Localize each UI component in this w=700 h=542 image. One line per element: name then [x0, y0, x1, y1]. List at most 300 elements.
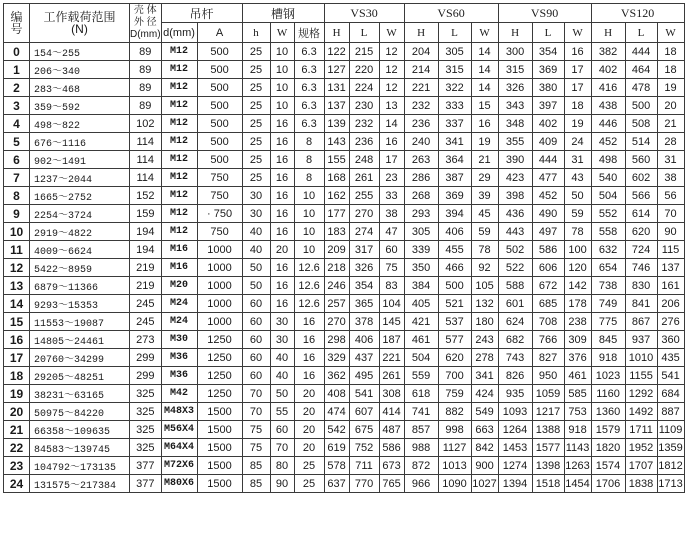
cell-channel-w: 50	[270, 385, 294, 403]
cell-number: 3	[4, 97, 30, 115]
cell-load-range: 4009～6624	[30, 241, 130, 259]
header-number: 编 号	[4, 4, 30, 43]
cell-vs30-h: 408	[324, 385, 349, 403]
cell-rod-d: M42	[161, 385, 197, 403]
cell-rod-d: M16	[161, 259, 197, 277]
cell-load-range: 2254～3724	[30, 205, 130, 223]
cell-vs60-h: 268	[404, 187, 438, 205]
cell-vs60-l: 577	[438, 331, 471, 349]
cell-vs30-w: 83	[379, 277, 404, 295]
cell-vs120-h: 446	[591, 115, 625, 133]
cell-vs90-h: 326	[498, 79, 532, 97]
cell-channel-spec: 16	[294, 367, 324, 385]
cell-vs120-l: 508	[625, 115, 657, 133]
cell-vs60-l: 882	[438, 403, 471, 421]
cell-vs90-h: 315	[498, 61, 532, 79]
cell-rod-a: 500	[197, 79, 242, 97]
cell-vs120-w: 56	[657, 187, 684, 205]
cell-vs30-w: 17	[379, 151, 404, 169]
cell-vs60-w: 842	[471, 439, 498, 457]
cell-channel-spec: 16	[294, 313, 324, 331]
cell-vs60-w: 19	[471, 133, 498, 151]
cell-vs60-w: 16	[471, 115, 498, 133]
cell-vs120-w: 28	[657, 133, 684, 151]
cell-vs30-h: 542	[324, 421, 349, 439]
cell-vs120-h: 918	[591, 349, 625, 367]
cell-number: 8	[4, 187, 30, 205]
cell-vs30-l: 495	[349, 367, 379, 385]
cell-vs30-h: 168	[324, 169, 349, 187]
cell-number: 14	[4, 295, 30, 313]
cell-vs90-w: 59	[564, 205, 591, 223]
cell-vs120-l: 746	[625, 259, 657, 277]
table-row	[4, 367, 685, 385]
cell-vs120-l: 1010	[625, 349, 657, 367]
cell-vs30-l: 255	[349, 187, 379, 205]
cell-rod-d: M12	[161, 151, 197, 169]
cell-vs90-h: 390	[498, 151, 532, 169]
cell-channel-spec: 16	[294, 349, 324, 367]
cell-vs90-w: 918	[564, 421, 591, 439]
table-row	[4, 61, 685, 79]
cell-vs90-l: 354	[532, 43, 564, 61]
cell-vs60-h: 559	[404, 367, 438, 385]
cell-vs90-h: 522	[498, 259, 532, 277]
cell-vs90-h: 1264	[498, 421, 532, 439]
cell-vs30-h: 122	[324, 43, 349, 61]
cell-vs90-w: 78	[564, 223, 591, 241]
cell-rod-d: M12	[161, 97, 197, 115]
cell-channel-h: 25	[242, 43, 270, 61]
cell-rod-d: M12	[161, 133, 197, 151]
cell-vs60-l: 1090	[438, 475, 471, 493]
cell-channel-w: 16	[270, 169, 294, 187]
cell-vs30-h: 637	[324, 475, 349, 493]
cell-vs30-h: 183	[324, 223, 349, 241]
cell-vs90-w: 17	[564, 79, 591, 97]
cell-load-range: 11553～19087	[30, 313, 130, 331]
table-row	[4, 151, 685, 169]
cell-number: 22	[4, 439, 30, 457]
cell-vs30-l: 224	[349, 79, 379, 97]
cell-vs60-w: 29	[471, 169, 498, 187]
cell-vs30-w: 33	[379, 187, 404, 205]
cell-rod-d: M30	[161, 331, 197, 349]
cell-shell-diameter: 89	[130, 97, 162, 115]
cell-channel-h: 25	[242, 61, 270, 79]
cell-channel-spec: 6.3	[294, 115, 324, 133]
cell-vs60-l: 1127	[438, 439, 471, 457]
table-row	[4, 205, 685, 223]
cell-channel-h: 25	[242, 169, 270, 187]
cell-shell-diameter: 299	[130, 349, 162, 367]
header-vs90-l: L	[532, 23, 564, 43]
cell-channel-h: 25	[242, 79, 270, 97]
cell-vs30-h: 298	[324, 331, 349, 349]
cell-vs60-w: 1027	[471, 475, 498, 493]
cell-rod-a: 500	[197, 61, 242, 79]
cell-vs60-w: 45	[471, 205, 498, 223]
cell-vs30-h: 362	[324, 367, 349, 385]
cell-vs120-l: 1492	[625, 403, 657, 421]
header-channel-w: W	[270, 23, 294, 43]
cell-rod-a: 500	[197, 43, 242, 61]
cell-vs60-w: 78	[471, 241, 498, 259]
cell-vs60-h: 405	[404, 295, 438, 313]
cell-channel-h: 25	[242, 151, 270, 169]
header-vs60-l: L	[438, 23, 471, 43]
header-rod-a: A	[197, 23, 242, 43]
cell-vs60-h: 857	[404, 421, 438, 439]
cell-rod-d: M36	[161, 349, 197, 367]
cell-vs120-h: 1706	[591, 475, 625, 493]
cell-vs120-w: 70	[657, 205, 684, 223]
cell-vs30-w: 765	[379, 475, 404, 493]
cell-vs90-h: 398	[498, 187, 532, 205]
table-row	[4, 79, 685, 97]
cell-vs90-w: 18	[564, 97, 591, 115]
cell-vs120-h: 1360	[591, 403, 625, 421]
cell-channel-spec: 25	[294, 475, 324, 493]
cell-channel-w: 10	[270, 97, 294, 115]
table-row	[4, 187, 685, 205]
header-rod-d: d(mm)	[161, 23, 197, 43]
cell-vs30-l: 236	[349, 133, 379, 151]
cell-channel-w: 30	[270, 313, 294, 331]
cell-load-range: 38231～63165	[30, 385, 130, 403]
cell-channel-w: 16	[270, 277, 294, 295]
cell-channel-h: 60	[242, 331, 270, 349]
cell-vs60-l: 700	[438, 367, 471, 385]
cell-vs30-h: 127	[324, 61, 349, 79]
cell-vs30-h: 578	[324, 457, 349, 475]
cell-vs90-h: 343	[498, 97, 532, 115]
cell-vs120-h: 1820	[591, 439, 625, 457]
header-vs30-h: H	[324, 23, 349, 43]
cell-vs60-h: 232	[404, 97, 438, 115]
cell-rod-a: 1500	[197, 439, 242, 457]
cell-load-range: 104792～173135	[30, 457, 130, 475]
cell-channel-w: 10	[270, 43, 294, 61]
cell-number: 21	[4, 421, 30, 439]
cell-channel-w: 40	[270, 349, 294, 367]
cell-number: 6	[4, 151, 30, 169]
cell-vs90-w: 753	[564, 403, 591, 421]
cell-vs60-h: 988	[404, 439, 438, 457]
cell-channel-w: 90	[270, 475, 294, 493]
cell-vs90-w: 1454	[564, 475, 591, 493]
cell-vs30-l: 770	[349, 475, 379, 493]
cell-channel-w: 70	[270, 439, 294, 457]
cell-number: 15	[4, 313, 30, 331]
cell-vs30-h: 257	[324, 295, 349, 313]
cell-vs90-h: 743	[498, 349, 532, 367]
cell-vs120-l: 1707	[625, 457, 657, 475]
cell-vs30-w: 104	[379, 295, 404, 313]
cell-vs90-l: 402	[532, 115, 564, 133]
cell-vs30-l: 711	[349, 457, 379, 475]
header-vs30: VS30	[324, 4, 404, 23]
cell-vs90-l: 708	[532, 313, 564, 331]
cell-rod-d: M12	[161, 223, 197, 241]
cell-vs90-w: 238	[564, 313, 591, 331]
cell-channel-w: 55	[270, 403, 294, 421]
cell-rod-a: · 750	[197, 205, 242, 223]
cell-vs120-w: 684	[657, 385, 684, 403]
cell-channel-w: 40	[270, 367, 294, 385]
cell-vs90-w: 309	[564, 331, 591, 349]
table-row	[4, 439, 685, 457]
cell-vs90-l: 380	[532, 79, 564, 97]
cell-vs90-w: 120	[564, 259, 591, 277]
cell-channel-h: 85	[242, 475, 270, 493]
cell-channel-spec: 12.6	[294, 277, 324, 295]
cell-channel-spec: 25	[294, 457, 324, 475]
cell-vs30-l: 354	[349, 277, 379, 295]
cell-channel-w: 10	[270, 61, 294, 79]
cell-vs30-h: 619	[324, 439, 349, 457]
cell-vs90-h: 1093	[498, 403, 532, 421]
cell-vs60-h: 618	[404, 385, 438, 403]
cell-vs60-w: 39	[471, 187, 498, 205]
cell-vs30-h: 474	[324, 403, 349, 421]
cell-vs90-h: 348	[498, 115, 532, 133]
cell-load-range: 6879～11366	[30, 277, 130, 295]
cell-channel-h: 30	[242, 187, 270, 205]
cell-vs120-w: 137	[657, 259, 684, 277]
table-body	[4, 43, 685, 493]
cell-vs90-h: 1453	[498, 439, 532, 457]
cell-vs90-w: 585	[564, 385, 591, 403]
cell-vs60-w: 59	[471, 223, 498, 241]
cell-channel-spec: 8	[294, 169, 324, 187]
cell-vs90-l: 766	[532, 331, 564, 349]
cell-vs90-l: 477	[532, 169, 564, 187]
cell-vs120-l: 614	[625, 205, 657, 223]
cell-vs90-h: 826	[498, 367, 532, 385]
header-vs120-h: H	[591, 23, 625, 43]
cell-vs120-l: 937	[625, 331, 657, 349]
cell-shell-diameter: 152	[130, 187, 162, 205]
cell-load-range: 206～340	[30, 61, 130, 79]
cell-channel-h: 50	[242, 259, 270, 277]
cell-vs120-l: 478	[625, 79, 657, 97]
cell-vs90-l: 490	[532, 205, 564, 223]
cell-vs30-h: 131	[324, 79, 349, 97]
cell-shell-diameter: 114	[130, 151, 162, 169]
cell-vs120-l: 602	[625, 169, 657, 187]
cell-vs120-h: 498	[591, 151, 625, 169]
table-row	[4, 223, 685, 241]
cell-shell-diameter: 102	[130, 115, 162, 133]
cell-vs60-h: 221	[404, 79, 438, 97]
cell-rod-a: 1000	[197, 259, 242, 277]
cell-vs30-w: 12	[379, 61, 404, 79]
cell-vs120-l: 1292	[625, 385, 657, 403]
cell-vs90-l: 497	[532, 223, 564, 241]
cell-vs90-w: 100	[564, 241, 591, 259]
cell-rod-d: M64X4	[161, 439, 197, 457]
cell-rod-d: M16	[161, 241, 197, 259]
cell-vs30-w: 673	[379, 457, 404, 475]
cell-channel-spec: 6.3	[294, 79, 324, 97]
table-row	[4, 43, 685, 61]
cell-vs30-w: 38	[379, 205, 404, 223]
table-row	[4, 241, 685, 259]
cell-vs120-w: 541	[657, 367, 684, 385]
cell-vs90-h: 423	[498, 169, 532, 187]
cell-vs30-h: 209	[324, 241, 349, 259]
cell-shell-diameter: 377	[130, 475, 162, 493]
cell-vs90-l: 685	[532, 295, 564, 313]
cell-load-range: 1237～2044	[30, 169, 130, 187]
cell-channel-spec: 10	[294, 241, 324, 259]
cell-vs90-h: 1394	[498, 475, 532, 493]
header-rod: 吊杆	[161, 4, 242, 23]
cell-vs60-l: 364	[438, 151, 471, 169]
cell-vs30-l: 248	[349, 151, 379, 169]
cell-vs120-w: 360	[657, 331, 684, 349]
cell-vs60-h: 214	[404, 61, 438, 79]
cell-load-range: 902～1491	[30, 151, 130, 169]
cell-vs60-w: 243	[471, 331, 498, 349]
cell-vs30-l: 607	[349, 403, 379, 421]
cell-vs120-l: 867	[625, 313, 657, 331]
cell-vs30-w: 586	[379, 439, 404, 457]
cell-vs120-w: 276	[657, 313, 684, 331]
cell-load-range: 676～1116	[30, 133, 130, 151]
cell-channel-spec: 20	[294, 403, 324, 421]
cell-vs60-l: 341	[438, 133, 471, 151]
table-row	[4, 277, 685, 295]
cell-rod-a: 750	[197, 169, 242, 187]
cell-vs60-h: 350	[404, 259, 438, 277]
cell-shell-diameter: 377	[130, 457, 162, 475]
cell-vs30-h: 246	[324, 277, 349, 295]
cell-number: 1	[4, 61, 30, 79]
cell-channel-w: 16	[270, 187, 294, 205]
header-vs90-h: H	[498, 23, 532, 43]
cell-channel-spec: 20	[294, 439, 324, 457]
cell-vs120-w: 18	[657, 61, 684, 79]
cell-channel-h: 60	[242, 367, 270, 385]
header-channel: 槽钢	[242, 4, 324, 23]
cell-vs30-l: 541	[349, 385, 379, 403]
cell-number: 18	[4, 367, 30, 385]
cell-shell-diameter: 325	[130, 439, 162, 457]
cell-vs120-w: 1713	[657, 475, 684, 493]
cell-rod-a: 500	[197, 151, 242, 169]
cell-vs120-w: 1359	[657, 439, 684, 457]
cell-vs120-w: 21	[657, 115, 684, 133]
header-vs90-w: W	[564, 23, 591, 43]
table-row	[4, 457, 685, 475]
header-vs120-w: W	[657, 23, 684, 43]
cell-load-range: 20760～34299	[30, 349, 130, 367]
cell-vs30-h: 270	[324, 313, 349, 331]
cell-vs120-h: 1160	[591, 385, 625, 403]
cell-vs120-h: 738	[591, 277, 625, 295]
cell-vs120-w: 115	[657, 241, 684, 259]
cell-vs90-h: 1274	[498, 457, 532, 475]
cell-rod-d: M56X4	[161, 421, 197, 439]
cell-channel-w: 16	[270, 133, 294, 151]
cell-vs60-w: 14	[471, 79, 498, 97]
cell-vs30-w: 145	[379, 313, 404, 331]
cell-vs60-h: 741	[404, 403, 438, 421]
cell-channel-h: 85	[242, 457, 270, 475]
cell-vs60-w: 14	[471, 61, 498, 79]
cell-vs120-h: 775	[591, 313, 625, 331]
cell-vs120-h: 1023	[591, 367, 625, 385]
cell-rod-a: 1500	[197, 403, 242, 421]
cell-vs60-l: 466	[438, 259, 471, 277]
cell-rod-d: M24	[161, 295, 197, 313]
cell-vs120-l: 1838	[625, 475, 657, 493]
cell-vs120-l: 514	[625, 133, 657, 151]
cell-vs90-l: 1398	[532, 457, 564, 475]
header-vs60-w: W	[471, 23, 498, 43]
cell-vs90-w: 43	[564, 169, 591, 187]
cell-load-range: 154～255	[30, 43, 130, 61]
cell-vs30-w: 414	[379, 403, 404, 421]
cell-rod-a: 1000	[197, 277, 242, 295]
cell-rod-a: 500	[197, 97, 242, 115]
cell-number: 9	[4, 205, 30, 223]
cell-number: 12	[4, 259, 30, 277]
cell-vs120-l: 841	[625, 295, 657, 313]
cell-vs90-w: 1143	[564, 439, 591, 457]
cell-vs90-l: 606	[532, 259, 564, 277]
cell-channel-w: 16	[270, 259, 294, 277]
cell-shell-diameter: 89	[130, 79, 162, 97]
cell-load-range: 359～592	[30, 97, 130, 115]
cell-channel-h: 60	[242, 349, 270, 367]
cell-vs120-w: 1109	[657, 421, 684, 439]
cell-channel-spec: 8	[294, 151, 324, 169]
cell-shell-diameter: 114	[130, 169, 162, 187]
cell-shell-diameter: 194	[130, 241, 162, 259]
table-row	[4, 259, 685, 277]
cell-vs90-l: 397	[532, 97, 564, 115]
cell-vs60-w: 424	[471, 385, 498, 403]
cell-vs60-l: 455	[438, 241, 471, 259]
cell-vs90-l: 444	[532, 151, 564, 169]
cell-shell-diameter: 219	[130, 277, 162, 295]
cell-channel-spec: 10	[294, 205, 324, 223]
cell-channel-spec: 20	[294, 385, 324, 403]
header-channel-h: h	[242, 23, 270, 43]
cell-vs90-l: 1577	[532, 439, 564, 457]
cell-vs30-l: 675	[349, 421, 379, 439]
cell-vs90-h: 355	[498, 133, 532, 151]
cell-number: 17	[4, 349, 30, 367]
cell-channel-h: 75	[242, 439, 270, 457]
cell-vs90-w: 16	[564, 43, 591, 61]
cell-load-range: 5422～8959	[30, 259, 130, 277]
cell-vs120-w: 18	[657, 43, 684, 61]
table-row	[4, 97, 685, 115]
cell-channel-spec: 8	[294, 133, 324, 151]
cell-vs60-h: 461	[404, 331, 438, 349]
cell-vs120-h: 749	[591, 295, 625, 313]
cell-vs60-l: 521	[438, 295, 471, 313]
cell-vs120-h: 1579	[591, 421, 625, 439]
header-channel-spec: 规格	[294, 23, 324, 43]
cell-vs90-h: 502	[498, 241, 532, 259]
cell-channel-spec: 6.3	[294, 97, 324, 115]
cell-rod-a: 1250	[197, 367, 242, 385]
